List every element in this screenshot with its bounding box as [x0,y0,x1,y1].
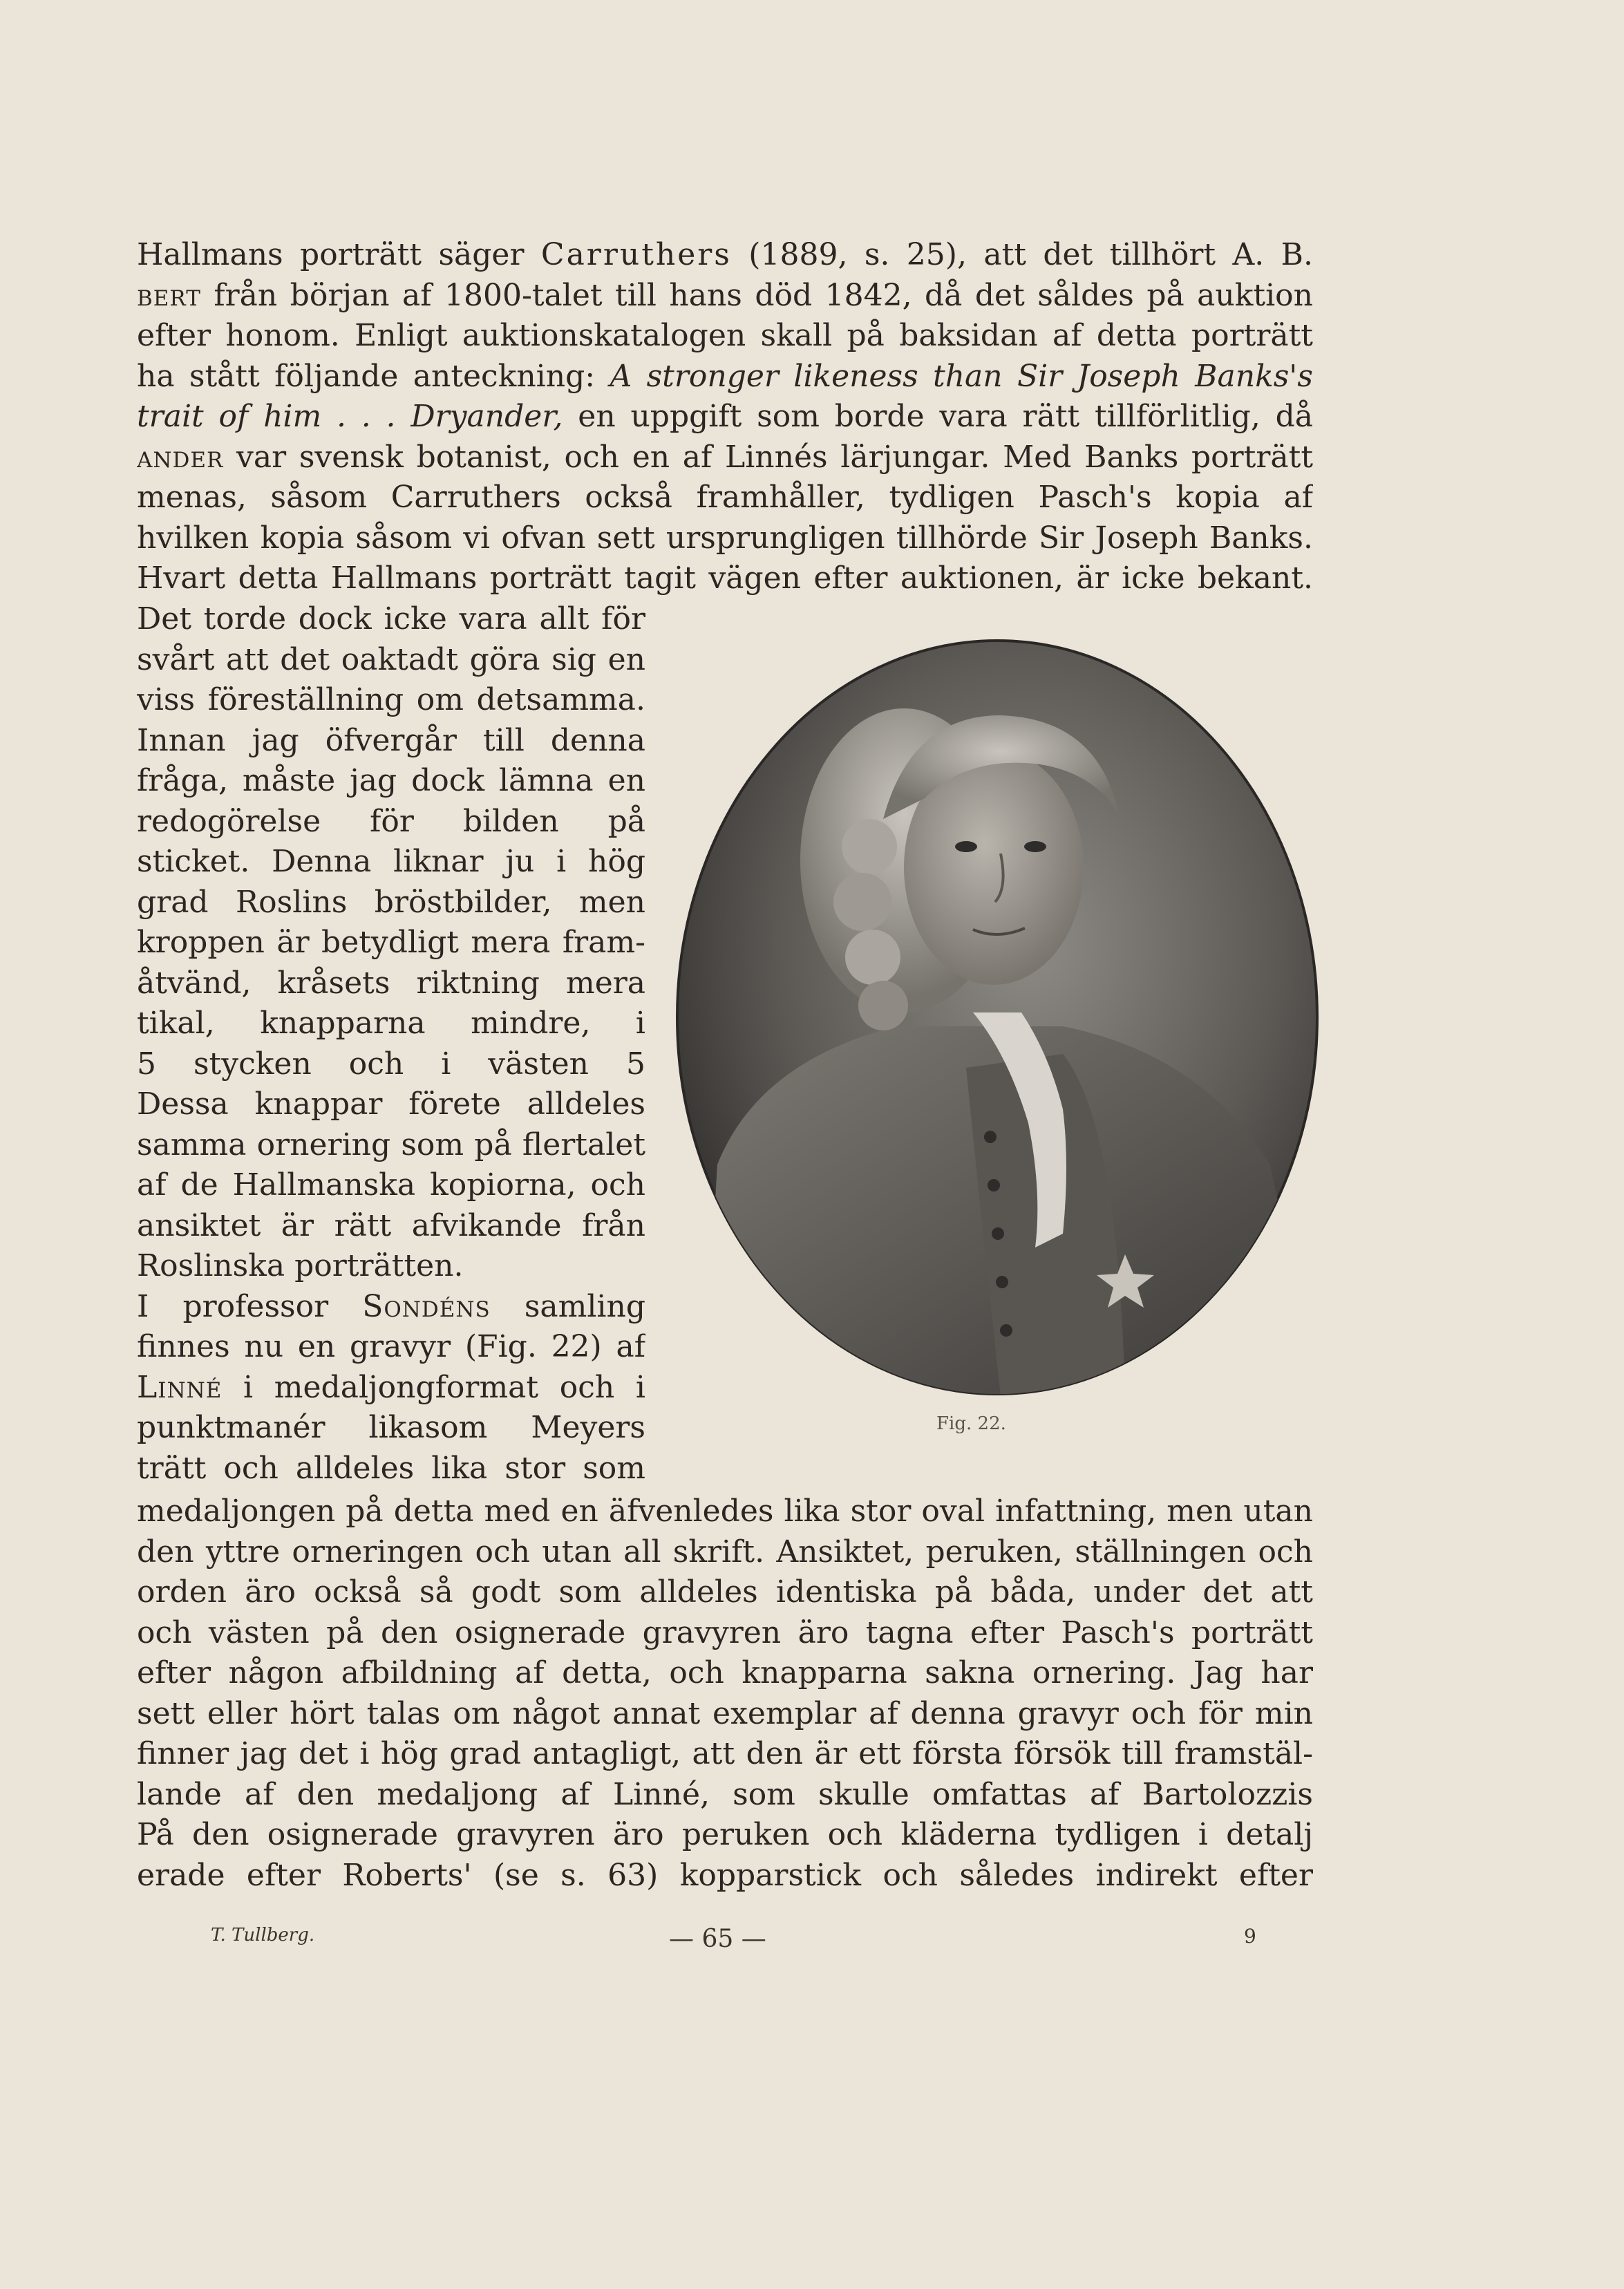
text-line [137,478,1313,518]
text-line [137,802,645,842]
text-line [137,599,645,640]
small-caps-name: bert [137,277,201,313]
text-line [137,437,1313,478]
text-line [137,1734,1313,1775]
figure-caption: Fig. 22. [936,1413,1006,1434]
text-run: kroppen är betydligt mera fram- [137,925,645,960]
text-run: sett eller hört talas om något annat exemplar af denna gravyr och för min [137,1695,1313,1731]
text-run: Dessa knappar förete alldeles [137,1086,645,1122]
text-run: trätt och alldeles lika stor som [137,1450,645,1486]
text-run: och västen på den osignerade gravyren äro tagna efter Pasch's porträtt [137,1614,1313,1650]
text-run: lande af den medaljong af Linné, som skulle omfattas af Bartolozzis [137,1776,1313,1812]
text-line [137,558,1313,599]
text-run: Det torde dock icke vara allt för [137,601,645,637]
text-line [137,1327,645,1368]
text-run: åtvänd, kråsets riktning mera [137,965,645,1001]
text-run: hvilken kopia såsom vi ofvan sett ursprungligen tillhörde Sir Joseph Banks. [137,520,1313,556]
text-line [137,1368,645,1409]
text-run: I professor [137,1288,363,1324]
footer-author: T. Tullberg. [211,1925,315,1946]
text-run: tikal, knapparna mindre, i [137,1006,645,1041]
text-line [137,397,1313,437]
text-run: finnes nu en gravyr (Fig. 22) af [137,1329,645,1364]
text-line [137,518,1313,559]
text-run: svårt att det oaktadt göra sig en [137,641,645,677]
text-line [137,721,645,762]
text-run: var svensk botanist, och en af Linnés lärjungar. Med Banks porträtt [223,439,1313,475]
text-run: På den osignerade gravyren äro peruken och kläderna tydligen i detalj [137,1817,1313,1852]
text-line [137,1613,1313,1654]
text-run: samling [490,1288,645,1324]
text-line [137,1408,645,1449]
text-run: fråga, måste jag dock lämna en [137,763,645,798]
portrait-engraving-image [676,639,1319,1396]
text-line [137,1206,645,1247]
small-caps-name: ander [137,439,224,475]
text-line [137,316,1313,357]
text-line [137,883,645,923]
text-line [137,1491,1313,1532]
text-line [137,1084,645,1125]
text-run: erade efter Roberts' (se s. 63) kopparstick och således indirekt efter [137,1857,1313,1893]
text-run: Hallmans porträtt säger [137,237,541,272]
text-run: Hvart detta Hallmans porträtt tagit vägen efter auktionen, är icke bekant. [137,561,1313,596]
text-line [137,276,1313,317]
text-line [137,963,645,1004]
text-line [137,1246,645,1287]
text-line [137,1694,1313,1735]
text-run: en uppgift som borde vara rätt tillförlitlig, då [563,399,1313,434]
text-run: redogörelse för bilden på [137,803,645,839]
text-run: efter honom. Enligt auktionskatalogen skall på baksidan af detta porträtt [137,318,1313,353]
text-run: punktmanér likasom Meyers [137,1410,645,1445]
text-run: Roslinska porträtten. [137,1248,464,1283]
text-line [137,680,645,721]
page-number: — 65 — [669,1925,766,1953]
text-line [137,1653,1313,1694]
text-line [137,1856,1313,1896]
text-run: sticket. Denna liknar ju i hög [137,844,645,879]
text-line [137,1532,1313,1573]
small-caps-name: Sondéns [362,1288,491,1324]
text-run: grad Roslins bröstbilder, men [137,884,645,920]
text-line [137,1044,645,1085]
text-line [137,1165,645,1206]
text-run: den yttre orneringen och utan all skrift. Ansiktet, peruken, ställningen och [137,1534,1313,1570]
small-caps-name: Linné [137,1369,223,1405]
portrait-engraving-figure [676,639,1319,1396]
text-line [137,235,1313,276]
text-line [137,1815,1313,1856]
text-line [137,842,645,883]
text-run: ansiktet är rätt afvikande från [137,1207,645,1243]
spaced-name: Carruthers [540,237,732,272]
text-line [137,1004,645,1044]
text-line [137,1775,1313,1816]
text-run: 5 stycken och i västen 5 [137,1046,645,1082]
paragraph-bottom [137,1491,1313,1896]
text-line [137,1449,645,1489]
italic-quote: trait of him . . . Dryander, [137,399,563,434]
italic-quote: A stronger likeness than Sir Joseph Banks's [610,358,1313,394]
text-line [137,1287,645,1328]
text-run: viss föreställning om detsamma. [137,682,645,717]
text-run: i medaljongformat och i [222,1369,645,1405]
text-line [137,761,645,802]
paragraph-wrapped-left [137,599,645,1489]
text-line [137,357,1313,397]
text-run: samma ornering som på flertalet [137,1127,645,1162]
text-run: (1889, s. 25), att det tillhört A. B. [731,237,1313,272]
text-run: ha stått följande anteckning: [137,358,610,394]
text-run: efter någon afbildning af detta, och knapparna sakna ornering. Jag har [137,1655,1313,1690]
text-line [137,1125,645,1166]
text-run: af de Hallmanska kopiorna, och [137,1167,645,1203]
text-run: från början af 1800-talet till hans död 1842, då det såldes på auktion [200,277,1313,313]
text-run: menas, såsom Carruthers också framhåller, tydligen Pasch's kopia af [137,480,1313,515]
text-line [137,1572,1313,1613]
text-run: orden äro också så godt som alldeles identiska på båda, under det att [137,1574,1313,1610]
text-run: medaljongen på detta med en äfvenledes lika stor oval infattning, men utan [137,1494,1313,1529]
text-run: finner jag det i hög grad antagligt, att den är ett första försök till framstäl- [137,1736,1313,1771]
text-line [137,923,645,963]
text-line [137,640,645,681]
signature-mark: 9 [1244,1925,1256,1948]
text-run: Innan jag öfvergår till denna [137,722,645,758]
paragraph-top [137,235,1313,599]
